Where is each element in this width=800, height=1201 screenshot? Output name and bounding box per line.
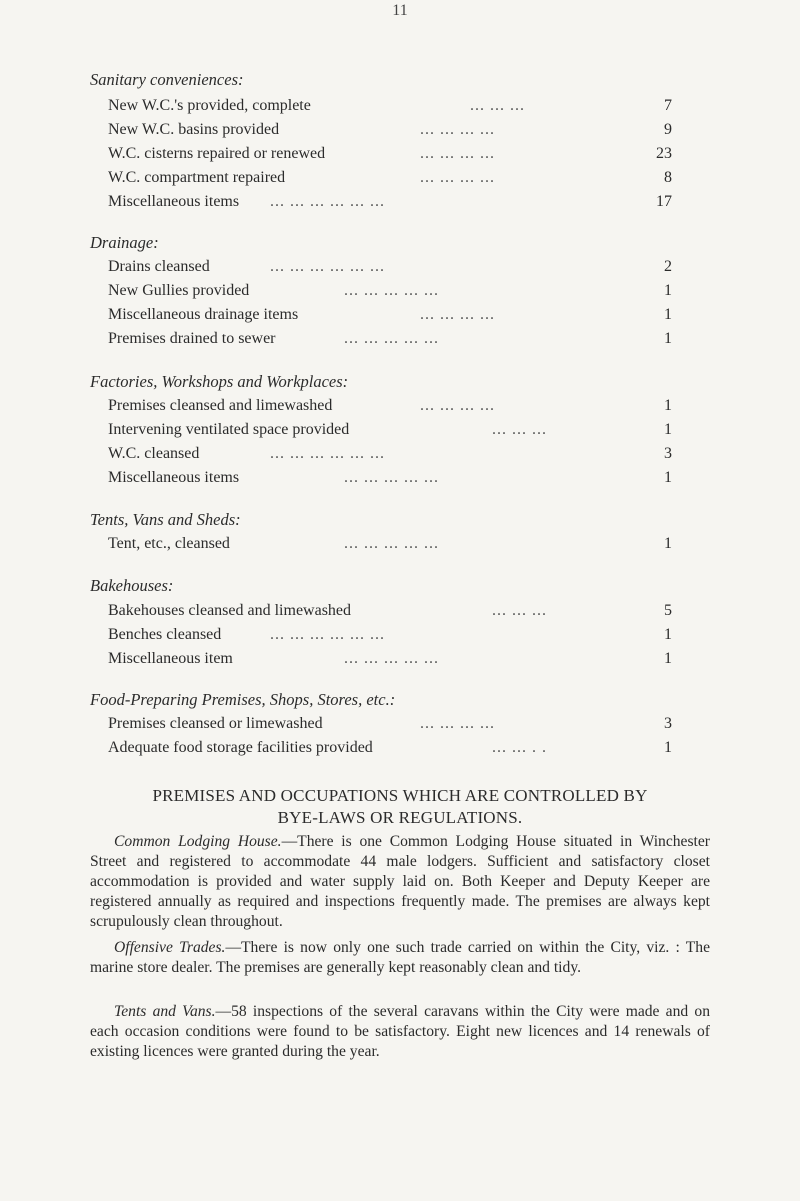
list-item <box>108 282 672 304</box>
item-label: Miscellaneous drainage items <box>108 306 299 323</box>
item-label: W.C. cisterns repaired or renewed <box>108 145 326 162</box>
item-value: 2 <box>664 258 672 275</box>
leader-dots: ... ... ... ... ... ... <box>270 445 385 462</box>
section-heading-tents: Tents, Vans and Sheds: <box>90 510 241 529</box>
list-item <box>108 169 672 191</box>
list-item <box>108 445 672 467</box>
item-value: 1 <box>664 330 672 347</box>
paragraph-offensive-trades <box>90 938 710 978</box>
item-label: New W.C.'s provided, complete <box>108 97 311 114</box>
list-item <box>108 650 672 672</box>
item-value: 1 <box>664 535 672 552</box>
item-label: New Gullies provided <box>108 282 250 299</box>
paragraph-lead: Tents and Vans. <box>114 1003 216 1020</box>
list-item <box>108 469 672 491</box>
paragraph-text: —There is now only one such trade carried on within the City, viz. : The marine store dealer. The premises are generally kept reasonably clean and tidy. <box>90 939 710 976</box>
item-label: Bakehouses cleansed and limewashed <box>108 602 352 619</box>
item-label: Premises drained to sewer <box>108 330 276 347</box>
item-value: 9 <box>664 121 672 138</box>
list-item <box>108 258 672 280</box>
item-value: 5 <box>664 602 672 619</box>
paragraph-text: —58 inspections of the several caravans within the City were made and on each occasion conditions were found to be satisfactory. Eight new licences and 14 renewals of existing licences were granted during the year. <box>90 1003 710 1060</box>
leader-dots: ... ... ... ... <box>420 121 495 138</box>
item-label: W.C. compartment repaired <box>108 169 286 186</box>
item-value: 23 <box>656 145 672 162</box>
section-title <box>90 785 710 829</box>
item-label: Premises cleansed and limewashed <box>108 397 333 414</box>
leader-dots: ... ... ... ... <box>420 306 495 323</box>
paragraph-text: —There is one Common Lodging House situated in Winchester Street and registered to accommodate 44 male lodgers. Sufficient and satisfactory closet accommodation is provided and water supply laid on. Both Keeper and Deputy Keeper are registered annually as required and inspections frequently made. The premises are always kept scrupulously clean throughout. <box>90 833 710 930</box>
section-title-line-2: BYE-LAWS OR REGULATIONS. <box>277 808 523 827</box>
list-item <box>108 193 672 215</box>
leader-dots: ... ... ... ... <box>420 169 495 186</box>
item-value: 1 <box>664 739 672 756</box>
item-value: 7 <box>664 97 672 114</box>
leader-dots: ... ... ... ... <box>420 715 495 732</box>
leader-dots: ... ... ... ... <box>420 145 495 162</box>
item-value: 1 <box>664 469 672 486</box>
item-value: 3 <box>664 715 672 732</box>
item-value: 1 <box>664 306 672 323</box>
list-item <box>108 739 672 761</box>
leader-dots: ... ... . . <box>492 739 547 756</box>
leader-dots: ... ... ... ... ... <box>344 469 439 486</box>
list-item <box>108 602 672 624</box>
leader-dots: ... ... ... ... ... ... <box>270 193 385 210</box>
list-item <box>108 626 672 648</box>
leader-dots: ... ... ... ... ... <box>344 535 439 552</box>
section-heading-food-premises: Food-Preparing Premises, Shops, Stores, etc.: <box>90 690 396 709</box>
item-label: Premises cleansed or limewashed <box>108 715 323 732</box>
item-value: 17 <box>656 193 672 210</box>
page-number: 11 <box>392 2 408 19</box>
section-heading-sanitary: Sanitary conveniences: <box>90 70 244 89</box>
item-value: 3 <box>664 445 672 462</box>
item-label: Adequate food storage facilities provided <box>108 739 373 756</box>
section-title-line-1: PREMISES AND OCCUPATIONS WHICH ARE CONTROLLED BY <box>152 786 648 805</box>
list-item <box>108 306 672 328</box>
item-label: Tent, etc., cleansed <box>108 535 230 552</box>
item-value: 1 <box>664 626 672 643</box>
item-label: Drains cleansed <box>108 258 210 275</box>
list-item <box>108 715 672 737</box>
item-value: 1 <box>664 282 672 299</box>
leader-dots: ... ... ... ... <box>420 397 495 414</box>
paragraph-lead: Common Lodging House. <box>114 833 282 850</box>
item-value: 1 <box>664 421 672 438</box>
leader-dots: ... ... ... <box>492 421 547 438</box>
item-label: Miscellaneous items <box>108 193 240 210</box>
paragraph-lead: Offensive Trades. <box>114 939 226 956</box>
item-label: W.C. cleansed <box>108 445 200 462</box>
paragraph-tents-and-vans <box>90 1002 710 1062</box>
leader-dots: ... ... ... ... ... <box>344 330 439 347</box>
list-item <box>108 145 672 167</box>
list-item <box>108 97 672 119</box>
leader-dots: ... ... ... ... ... <box>344 282 439 299</box>
list-item <box>108 397 672 419</box>
section-heading-drainage: Drainage: <box>90 233 159 252</box>
item-label: Intervening ventilated space provided <box>108 421 350 438</box>
leader-dots: ... ... ... ... ... ... <box>270 258 385 275</box>
item-value: 1 <box>664 650 672 667</box>
list-item <box>108 535 672 557</box>
leader-dots: ... ... ... <box>492 602 547 619</box>
leader-dots: ... ... ... ... ... <box>344 650 439 667</box>
list-item <box>108 330 672 352</box>
item-label: New W.C. basins provided <box>108 121 280 138</box>
paragraph-common-lodging-house <box>90 832 710 932</box>
item-label: Benches cleansed <box>108 626 222 643</box>
item-label: Miscellaneous item <box>108 650 233 667</box>
item-label: Miscellaneous items <box>108 469 240 486</box>
section-heading-bakehouses: Bakehouses: <box>90 576 174 595</box>
leader-dots: ... ... ... ... ... ... <box>270 626 385 643</box>
section-heading-factories: Factories, Workshops and Workplaces: <box>90 372 349 391</box>
list-item <box>108 421 672 443</box>
list-item <box>108 121 672 143</box>
leader-dots: ... ... ... <box>470 97 525 114</box>
item-value: 1 <box>664 397 672 414</box>
item-value: 8 <box>664 169 672 186</box>
